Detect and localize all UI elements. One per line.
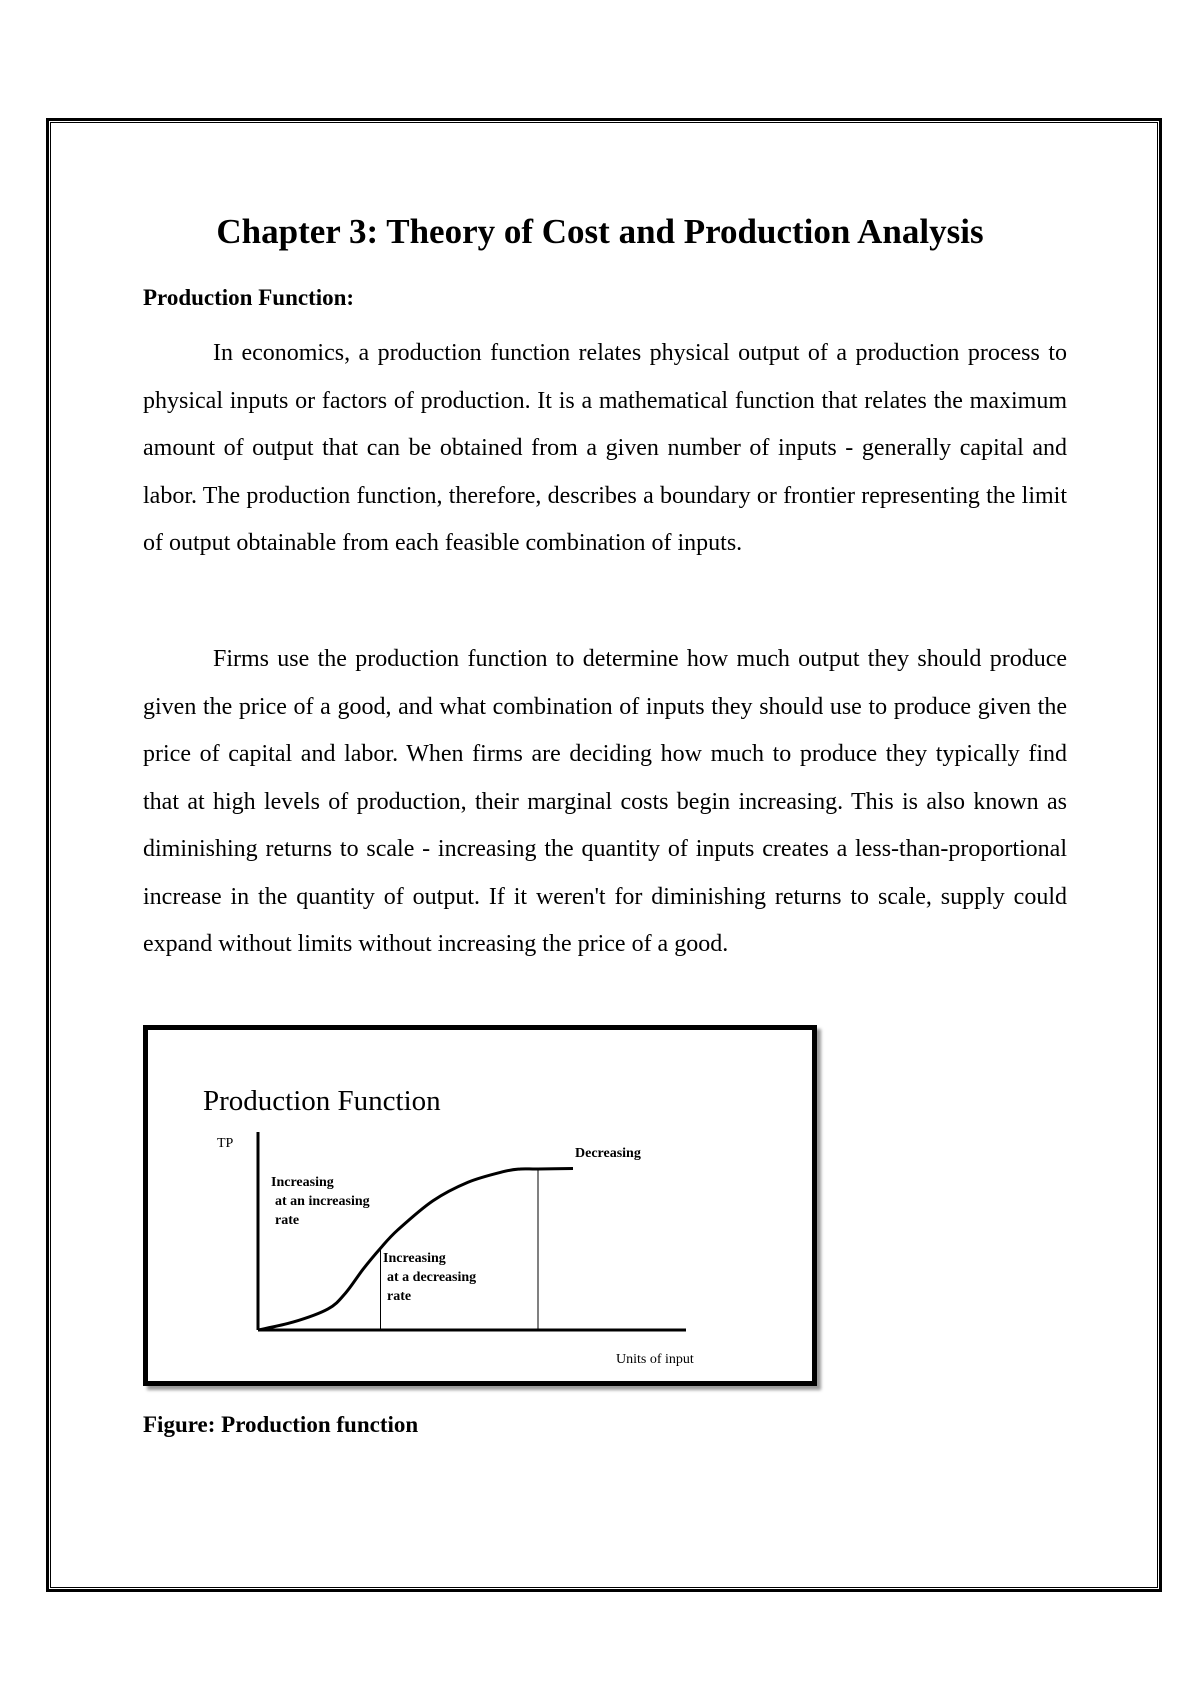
paragraph-1-text: In economics, a production function relates physical output of a production process to physical inputs or factors of production. It is a mathematical function that relates the maximum amount of output that can be obtained from a given number of inputs - generally capital and labor. The production function, therefore, describes a boundary or frontier representing the limit of output obtainable from each feasible combination of inputs. (143, 340, 1067, 556)
chapter-title: Chapter 3: Theory of Cost and Production Analysis (216, 212, 984, 251)
paragraph-2-text: Firms use the production function to determine how much output they should produce given the price of a good, and what combination of inputs they should use to produce given the price of capital and labor. When firms are deciding how much to produce they typically find that at high levels of production, their marginal costs begin increasing. This is also known as diminishing returns to scale - increasing the quantity of inputs creates a less-than-proportional increase in the quantity of output. If it weren't for diminishing returns to scale, supply could expand without limits without increasing the price of a good. (143, 646, 1067, 957)
production-function-chart (148, 1030, 812, 1381)
section-heading: Production Function: (143, 285, 355, 310)
paragraph-1 (143, 330, 1067, 568)
region-2-label-line-2: at a decreasing (387, 1270, 477, 1285)
region-3-label: Decreasing (575, 1146, 641, 1161)
region-2-label-line-1: Increasing (383, 1251, 446, 1266)
x-axis-label: Units of input (616, 1352, 694, 1367)
y-axis-label: TP (217, 1136, 234, 1151)
region-1-label-line-2: at an increasing (275, 1194, 370, 1209)
region-1-label-line-3: rate (275, 1213, 300, 1228)
paragraph-2 (143, 636, 1067, 969)
figure-caption: Figure: Production function (143, 1412, 419, 1437)
total-product-curve (258, 1169, 573, 1331)
production-function-figure (143, 1025, 817, 1386)
chart-title: Production Function (203, 1085, 441, 1117)
region-2-label-line-3: rate (387, 1289, 412, 1304)
region-1-label-line-1: Increasing (271, 1175, 334, 1190)
